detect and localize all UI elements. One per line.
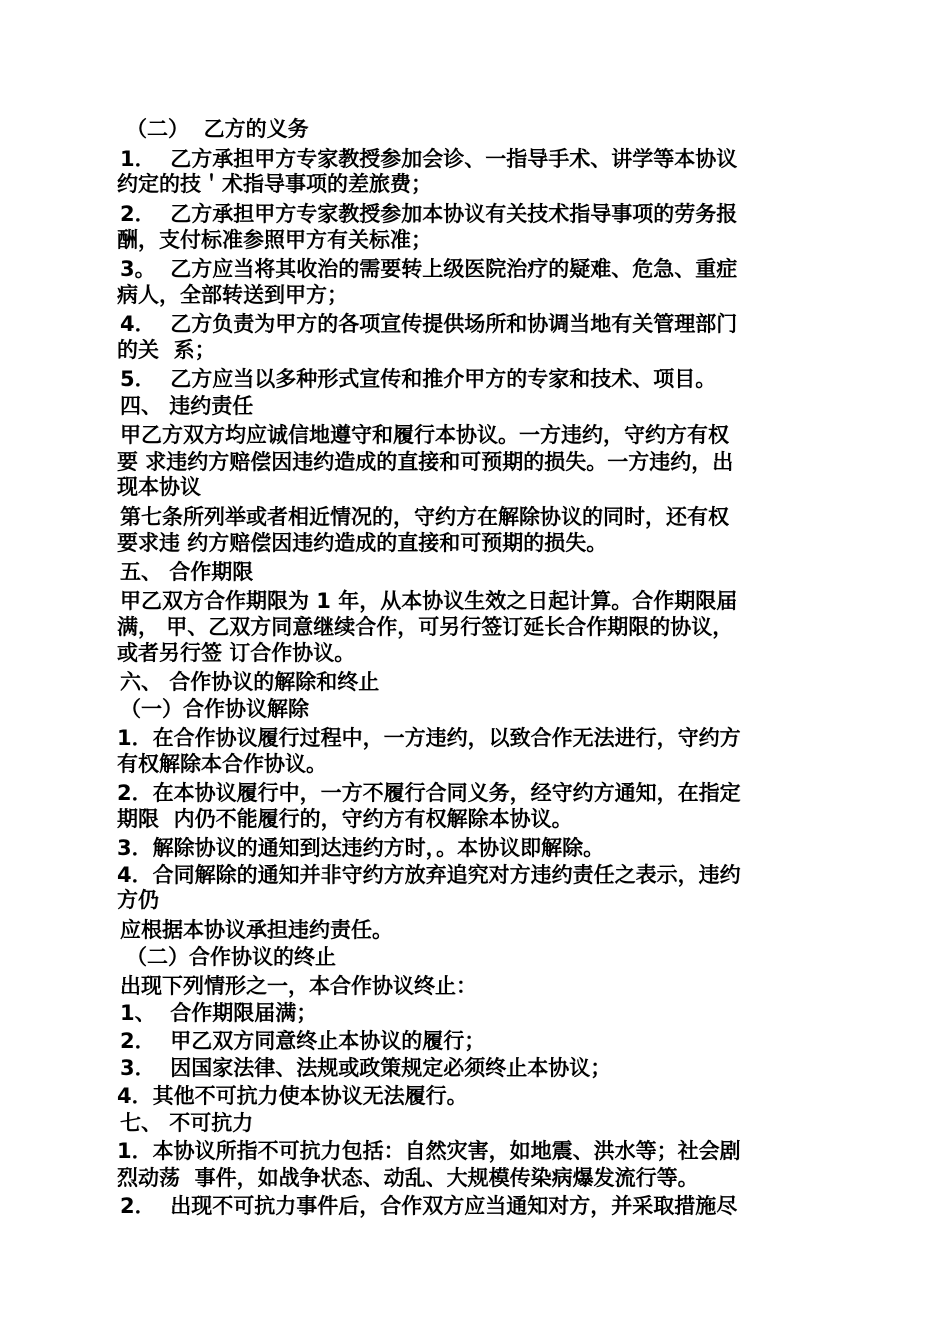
text-line: 期限 内仍不能履行的，守约方有权解除本协议。 — [117, 807, 573, 831]
text-line: 应根据本协议承担违约责任。 — [120, 918, 393, 942]
text-line: 2． 出现不可抗力事件后，合作双方应当通知对方，并采取措施尽 — [120, 1194, 738, 1218]
list-item: 4．其他不可抗力使本协议无法履行。 — [117, 1084, 468, 1108]
text-line: 酬，支付标准参照甲方有关标准； — [117, 228, 432, 252]
text-line: 甲乙双方合作期限为 1 年，从本协议生效之日起计算。合作期限届 — [120, 589, 738, 613]
section-heading-party-b-obligations: （二） 乙方的义务 — [126, 117, 309, 141]
text-line: 现本协议 — [117, 475, 201, 499]
text-line: 有权解除本合作协议。 — [117, 752, 327, 776]
text-line: 满， 甲、乙双方同意继续合作，可另行签订延长合作期限的协议， — [117, 615, 734, 639]
text-line: 或者另行签 订合作协议。 — [117, 641, 356, 665]
text-line: 出现下列情形之一，本合作协议终止： — [120, 974, 477, 998]
text-line: 5． 乙方应当以多种形式宣传和推介甲方的专家和技术、项目。 — [120, 367, 717, 391]
text-line: 要 求违约方赔偿因违约造成的直接和可预期的损失。一方违约，出 — [117, 450, 734, 474]
section-heading-cooperation-term: 五、 合作期限 — [120, 560, 254, 584]
text-line: 约定的技＇术指导事项的差旅费； — [117, 172, 432, 196]
text-line: 第七条所列举或者相近情况的，守约方在解除协议的同时，还有权 — [120, 505, 729, 529]
section-heading-termination: 六、 合作协议的解除和终止 — [120, 670, 380, 694]
subsection-heading-rescission: （一）合作协议解除 — [120, 697, 309, 721]
text-line: 4． 乙方负责为甲方的各项宣传提供场所和协调当地有关管理部门 — [120, 312, 738, 336]
text-line: 2． 乙方承担甲方专家教授参加本协议有关技术指导事项的劳务报 — [120, 202, 738, 226]
text-line: 2．在本协议履行中，一方不履行合同义务，经守约方通知，在指定 — [117, 781, 741, 805]
text-line: 甲乙方双方均应诚信地遵守和履行本协议。一方违约，守约方有权 — [120, 423, 729, 447]
text-line: 4．合同解除的通知并非守约方放弃追究对方违约责任之表示，违约 — [117, 863, 741, 887]
text-line: 3。 乙方应当将其收治的需要转上级医院治疗的疑难、危急、重症 — [120, 257, 738, 281]
text-line: 1． 乙方承担甲方专家教授参加会诊、一指导手术、讲学等本协议 — [120, 147, 738, 171]
subsection-heading-expiry: （二）合作协议的终止 — [126, 945, 336, 969]
section-heading-force-majeure: 七、 不可抗力 — [120, 1111, 254, 1135]
list-item: 3． 因国家法律、法规或政策规定必须终止本协议； — [120, 1056, 612, 1080]
text-line: 1．在合作协议履行过程中，一方违约，以致合作无法进行，守约方 — [117, 726, 741, 750]
list-item: 1、 合作期限届满； — [120, 1001, 318, 1025]
text-line: 1．本协议所指不可抗力包括：自然灾害，如地震、洪水等；社会剧 — [117, 1139, 741, 1163]
text-line: 病人，全部转送到甲方； — [117, 283, 348, 307]
text-line: 要求违 约方赔偿因违约造成的直接和可预期的损失。 — [117, 531, 608, 555]
text-line: 烈动荡 事件，如战争状态、动乱、大规模传染病爆发流行等。 — [117, 1166, 699, 1190]
list-item: 2． 甲乙双方同意终止本协议的履行； — [120, 1029, 486, 1053]
text-line: 方仍 — [117, 888, 159, 912]
text-line: 3．解除协议的通知到达违约方时，。本协议即解除。 — [117, 836, 605, 860]
text-line: 的关 系； — [117, 338, 216, 362]
section-heading-breach-liability: 四、 违约责任 — [120, 394, 254, 418]
